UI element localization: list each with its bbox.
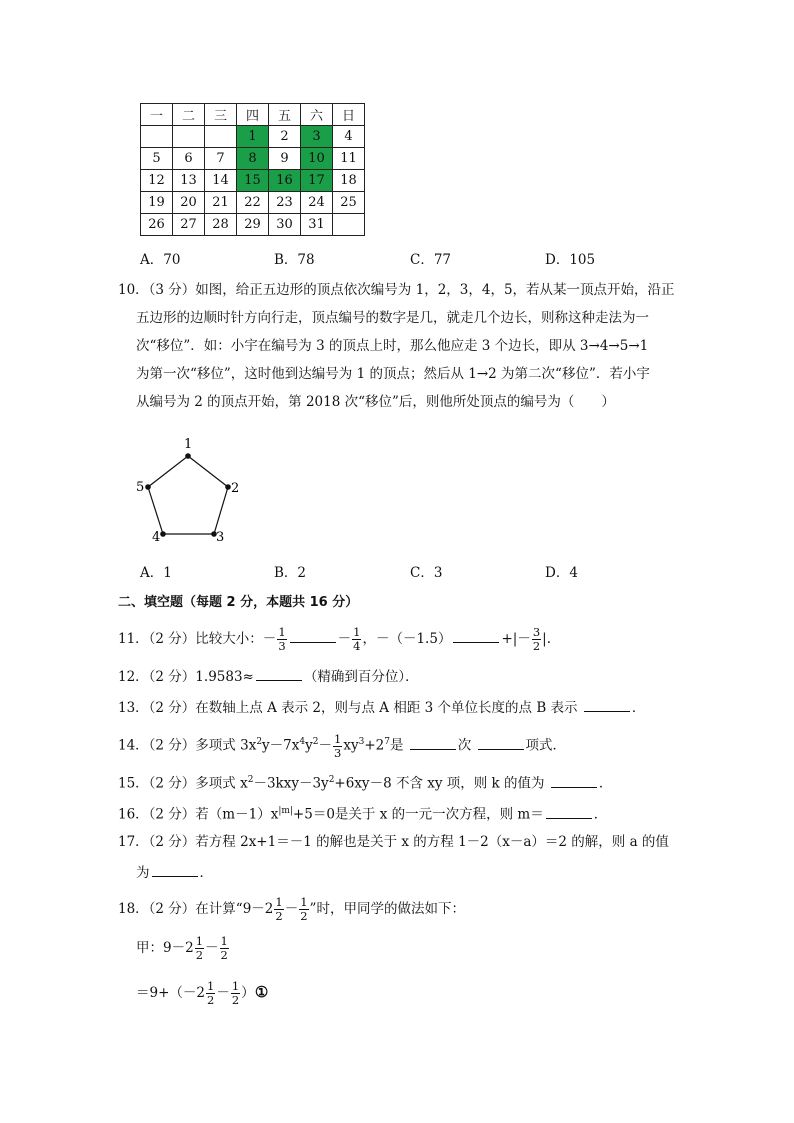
- calendar-cell: 16: [269, 170, 301, 192]
- vertex-label-3: 3: [216, 530, 225, 545]
- q11-blank-1[interactable]: [290, 628, 336, 643]
- pentagon-diagram: [132, 434, 262, 549]
- calendar-row: [141, 148, 365, 170]
- q12-line: 12．（2 分）1.9583≈ （精确到百分位）．: [118, 666, 419, 687]
- q10-choice-c: C．3: [410, 565, 443, 581]
- calendar-cell: 11: [333, 148, 365, 170]
- calendar-cell: 6: [173, 148, 205, 170]
- q10-line-4: 为第一次“移位”，这时他到达编号为 1 的顶点；然后从 1→2 为第二次“移位”．若小宇: [136, 366, 650, 382]
- q10-line-3: 次“移位”．如：小宇在编号为 3 的顶点上时，那么他应走 3 个边长，即从 3→4→5→1: [136, 338, 649, 354]
- q14-blank-1[interactable]: [410, 735, 456, 750]
- calendar-cell: 25: [333, 192, 365, 214]
- calendar-table: [140, 103, 365, 236]
- calendar-cell: 3: [301, 126, 333, 148]
- q18-step-1: 甲：9－2 $\frac{1}{2}$ － $\frac{1}{2}$: [136, 934, 228, 962]
- q18-line-1: 18．（2 分）在计算“9－2 $\frac{1}{2}$ － $\frac{1}{2}$ ”时，甲同学的做法如下：: [118, 895, 465, 923]
- pentagon-shape: [148, 456, 228, 534]
- calendar-cell: 22: [237, 192, 269, 214]
- q17-line-2: 为 ．: [136, 862, 213, 883]
- q14-line: 14．（2 分）多项式 $3x^2y-7x^4y^2-$ $\frac{1}{3}$ $xy^3+2^7$是 次 项式．: [118, 731, 567, 760]
- calendar-cell: 18: [333, 170, 365, 192]
- q17-blank[interactable]: [152, 862, 198, 877]
- q18-step1-fraction-2: $\frac{1}{2}$: [220, 934, 228, 962]
- q11-fraction-2: $\frac{1}{4}$: [353, 625, 361, 653]
- q10-line-5: 从编号为 2 的顶点开始，第 2018 次“移位”后，则他所处顶点的编号为（ ）: [136, 394, 615, 410]
- calendar-cell: 30: [269, 214, 301, 236]
- q16-line: 16．（2 分）若$(m-1)x^{|m|}+5=0$是关于 x 的一元一次方程，则 m＝ ．: [118, 801, 607, 825]
- calendar-cell: 23: [269, 192, 301, 214]
- q10-choice-d: D．4: [545, 565, 578, 581]
- calendar-cell: 7: [205, 148, 237, 170]
- calendar-header-cell: 一: [141, 104, 173, 126]
- calendar-cell: 13: [173, 170, 205, 192]
- q11-fraction-1: $\frac{1}{3}$: [278, 625, 286, 653]
- calendar-cell: 29: [237, 214, 269, 236]
- calendar-cell: 17: [301, 170, 333, 192]
- calendar-row: [141, 126, 365, 148]
- vertex-dot-5: [145, 484, 151, 490]
- calendar-cell: 2: [269, 126, 301, 148]
- calendar-cell: 31: [301, 214, 333, 236]
- step-marker: ①: [254, 983, 269, 1001]
- q9-choice-b: B．78: [274, 252, 315, 268]
- q16-blank[interactable]: [546, 804, 592, 819]
- calendar-cell: 1: [237, 126, 269, 148]
- q9-choice-d: D．105: [545, 252, 596, 268]
- q15-line: 15．（2 分）多项式 $x^2-3kxy-3y^2+6xy-8$ 不含 xy 项，则 k 的值为 ．: [118, 770, 612, 794]
- calendar-cell: [333, 214, 365, 236]
- q18-step1-fraction-1: $\frac{1}{2}$: [195, 934, 204, 962]
- calendar-header-cell: 三: [205, 104, 237, 126]
- calendar-header-cell: 六: [301, 104, 333, 126]
- calendar-cell: 26: [141, 214, 173, 236]
- vertex-label-5: 5: [136, 480, 145, 495]
- calendar-cell: 10: [301, 148, 333, 170]
- calendar-cell: 8: [237, 148, 269, 170]
- q12-blank[interactable]: [256, 666, 302, 681]
- q10-line-2: 五边形的边顺时针方向行走，顶点编号的数字是几，就走几个边长，则称这种走法为一: [136, 310, 649, 326]
- q13-line: 13．（2 分）在数轴上点 A 表示 2，则与点 A 相距 3 个单位长度的点 B 表示 ．: [118, 697, 645, 718]
- vertex-dot-2: [225, 484, 231, 490]
- calendar-cell: 14: [205, 170, 237, 192]
- q11-line: 11．（2 分）比较大小：－ $\frac{1}{3}$ － $\frac{1}{4}$ ，－（－1.5） +|－ $\frac{3}{2}$ |.: [118, 625, 551, 653]
- q11-fraction-3: $\frac{3}{2}$: [532, 625, 541, 653]
- calendar-cell: 27: [173, 214, 205, 236]
- vertex-label-2: 2: [231, 481, 240, 496]
- calendar-row: [141, 192, 365, 214]
- q18-step2-fraction-2: $\frac{1}{2}$: [231, 979, 240, 1007]
- q14-fraction: $\frac{1}{3}$: [334, 731, 342, 760]
- q18-fraction-2: $\frac{1}{2}$: [300, 895, 308, 923]
- calendar-cell: 21: [205, 192, 237, 214]
- q15-blank[interactable]: [551, 773, 597, 788]
- q10-line-1: 10．（3 分）如图，给正五边形的顶点依次编号为 1，2，3，4，5，若从某一顶点开始，沿正: [118, 282, 675, 298]
- q13-blank[interactable]: [584, 697, 630, 712]
- calendar-cell: [141, 126, 173, 148]
- calendar-cell: [173, 126, 205, 148]
- calendar-cell: 15: [237, 170, 269, 192]
- q9-choice-a: A．70: [140, 252, 181, 268]
- q9-choice-c: C．77: [410, 252, 452, 268]
- calendar-cell: 20: [173, 192, 205, 214]
- calendar-cell: 5: [141, 148, 173, 170]
- q18-step-2: ＝9+（－2 $\frac{1}{2}$ － $\frac{1}{2}$ ）①: [136, 979, 269, 1007]
- vertex-dot-4: [160, 531, 166, 537]
- calendar-cell: 19: [141, 192, 173, 214]
- calendar-header-cell: 四: [237, 104, 269, 126]
- calendar-row: [141, 170, 365, 192]
- calendar-cell: 24: [301, 192, 333, 214]
- calendar-header-cell: 二: [173, 104, 205, 126]
- vertex-label-4: 4: [152, 530, 161, 545]
- calendar-cell: 9: [269, 148, 301, 170]
- q11-blank-2[interactable]: [453, 628, 499, 643]
- vertex-label-1: 1: [184, 437, 193, 452]
- q14-blank-2[interactable]: [478, 735, 524, 750]
- q10-choice-b: B．2: [274, 565, 307, 581]
- vertex-dot-1: [185, 453, 191, 459]
- q18-step2-fraction-1: $\frac{1}{2}$: [207, 979, 215, 1007]
- q17-line-1: 17．（2 分）若方程 2x+1＝－1 的解也是关于 x 的方程 1－2（x－a）＝2 的解，则 a 的值: [118, 834, 669, 850]
- calendar-header-cell: 日: [333, 104, 365, 126]
- calendar-cell: 12: [141, 170, 173, 192]
- calendar-cell: [205, 126, 237, 148]
- calendar-cell: 28: [205, 214, 237, 236]
- q18-fraction-1: $\frac{1}{2}$: [275, 895, 283, 923]
- calendar-cell: 4: [333, 126, 365, 148]
- calendar-header-row: [141, 104, 365, 126]
- q10-choice-a: A．1: [140, 565, 172, 581]
- calendar-header-cell: 五: [269, 104, 301, 126]
- section-heading: 二、填空题（每题 2 分，本题共 16 分）: [118, 595, 359, 610]
- calendar-row: [141, 214, 365, 236]
